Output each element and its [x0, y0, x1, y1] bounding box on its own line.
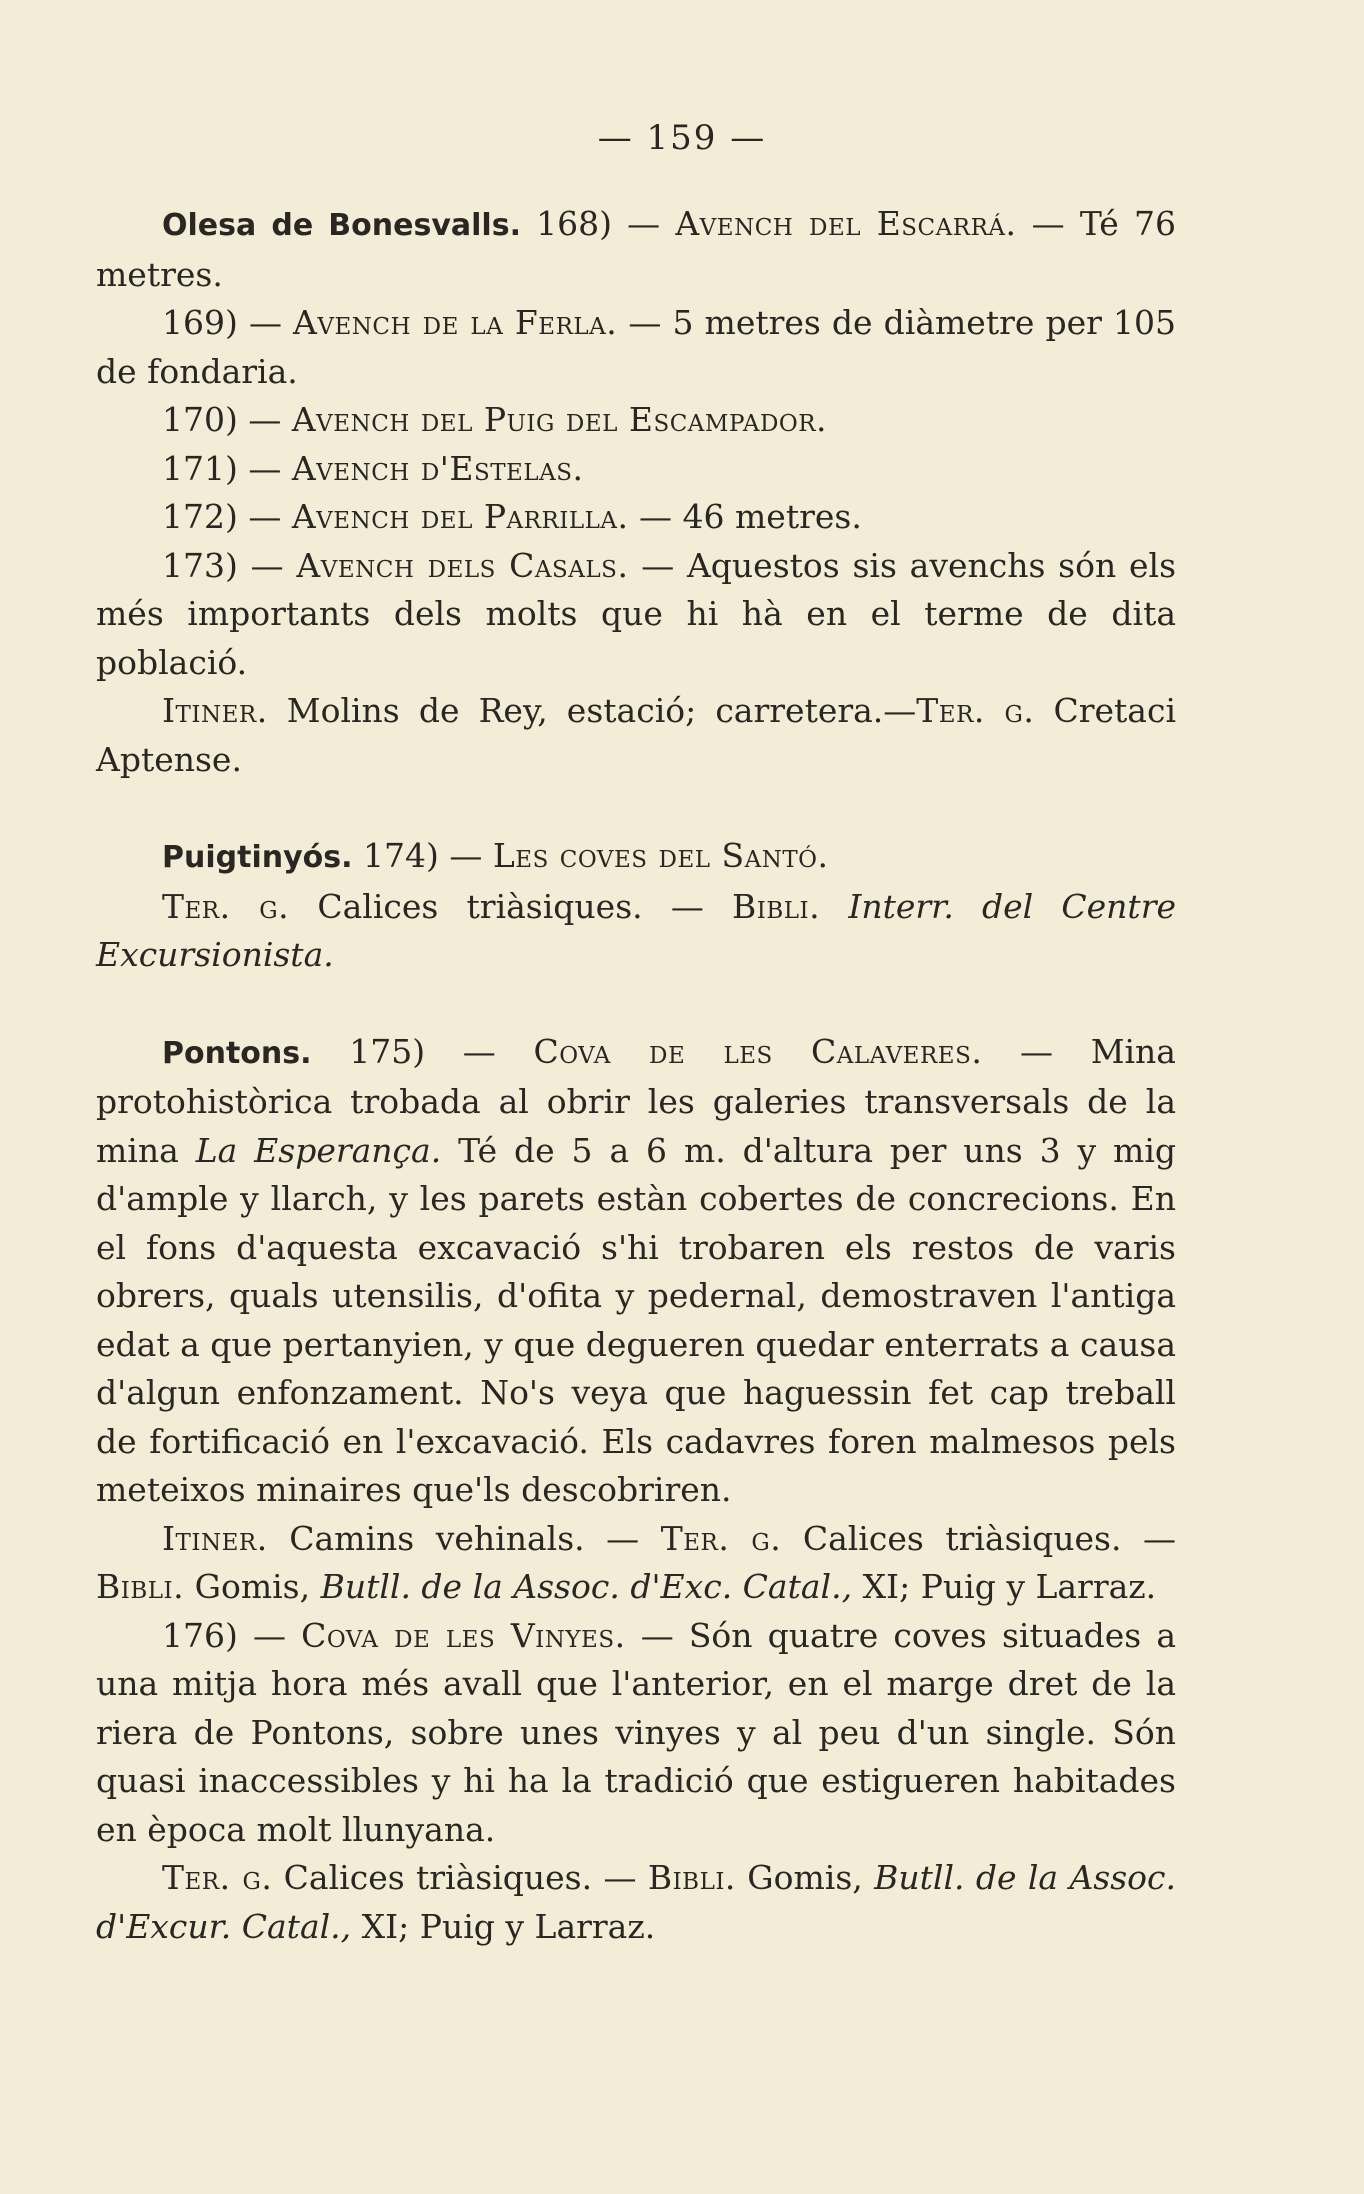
small-caps-text: Ter. g. [162, 886, 290, 926]
paragraph [96, 445, 1176, 494]
small-caps-text: Ter. g. [660, 1518, 782, 1558]
paragraph [96, 542, 1176, 688]
place-heading: Puigtinyós. [162, 840, 353, 875]
paragraph [96, 1612, 1176, 1855]
small-caps-text: Itiner. [162, 691, 268, 730]
body-text: 168) — [520, 204, 676, 243]
small-caps-text: Bibli. [96, 1567, 185, 1606]
italic-text: La Esperança. [195, 1130, 442, 1170]
page-text [96, 200, 1176, 1951]
small-caps-text: Avench d'Estelas. [291, 448, 584, 488]
body-text: 174) — [352, 836, 493, 875]
body-text: — Són quatre coves situades a una mitja hora més avall que l'anterior, en el marge dret de la riera de Pontons, sobre unes vinyes y al peu d'un single. Són quasi inaccessibles y hi ha la tradició que estigueren habitades en època molt llunyana. [96, 1615, 1177, 1849]
small-caps-text: Ter. g. [916, 691, 1035, 730]
paragraph [96, 200, 1176, 299]
place-heading: Pontons. [162, 1035, 312, 1071]
paragraph [96, 883, 1176, 980]
small-caps-text: Avench del Parrilla. [291, 497, 629, 536]
body-text: — Té 76 metres. [96, 204, 1176, 294]
body-text: Calices triàsiques. — [781, 1518, 1176, 1558]
small-caps-text: Avench del Escarrá. [675, 204, 1017, 243]
page-number: — 159 — [597, 118, 767, 158]
body-text: — 46 metres. [628, 497, 862, 536]
body-text: 176) — [162, 1615, 302, 1655]
body-text: — Aquestos sis avenchs són els més importants dels molts que hi hà en el terme de dita població. [96, 545, 1177, 682]
paragraph [96, 832, 1176, 883]
section-gap [96, 980, 1176, 1028]
small-caps-text: Les coves del Santó. [492, 836, 829, 875]
small-caps-text: Cova de les Calaveres. [533, 1031, 983, 1071]
paragraph [96, 1028, 1176, 1515]
paragraph [96, 1854, 1176, 1951]
small-caps-text: Itiner. [162, 1518, 268, 1558]
paragraph [96, 1515, 1176, 1612]
body-text: 169) — [162, 303, 294, 342]
body-text: 171) — [162, 448, 292, 488]
body-text [820, 887, 848, 926]
body-text: XI; Puig y Larraz. [351, 1906, 656, 1946]
body-text: 170) — [162, 400, 292, 439]
body-text: Gomis, [184, 1567, 321, 1606]
body-text: 175) — [311, 1031, 534, 1071]
place-heading: Olesa de Bonesvalls. [162, 208, 521, 243]
body-text: XI; Puig y Larraz. [852, 1567, 1157, 1606]
italic-text: Butll. de la Assoc. d'Excur. Catal., [96, 1858, 1176, 1946]
body-text: Calices triàsiques. — [289, 886, 733, 926]
italic-text: Interr. del Centre Excursionista. [96, 886, 1176, 974]
body-text: 173) — [162, 545, 297, 585]
body-text: — Mina protohistòrica trobada al obrir les galeries transversals de la mina [96, 1031, 1176, 1170]
body-text: Cretaci Aptense. [96, 691, 1176, 779]
small-caps-text: Ter. g. [162, 1858, 273, 1897]
paragraph [96, 493, 1176, 542]
section-gap [96, 784, 1176, 832]
small-caps-text: Cova de les Vinyes. [301, 1615, 626, 1655]
small-caps-text: Avench de la Ferla. [293, 303, 618, 342]
paragraph [96, 299, 1176, 396]
body-text: Calices triàsiques. — [272, 1858, 648, 1897]
paragraph [96, 687, 1176, 784]
small-caps-text: Bibli. [732, 886, 821, 926]
body-text: Molins de Rey, estació; carretera.— [267, 691, 917, 730]
body-text: Té de 5 a 6 m. d'altura per uns 3 y mig d'ample y llarch, y les parets estàn cobertes de concrecions. En el fons d'aquesta excavació s'hi trobaren els restos de varis obrers, quals utensilis, d'ofita y pedernal, demostraven l'antiga edat a que pertanyien, y que degueren quedar enterrats a causa d'algun enfonzament. No's veya que haguessin fet cap treball de fortificació en l'excavació. Els cadavres foren malmesos pels meteixos minaires que'ls descobriren. [96, 1130, 1177, 1509]
body-text: 172) — [162, 497, 292, 536]
body-text: — 5 metres de diàmetre per 105 de fondaria. [96, 303, 1176, 391]
italic-text: Butll. de la Assoc. d'Exc. Catal., [320, 1567, 853, 1606]
body-text: Camins vehinals. — [267, 1518, 661, 1558]
small-caps-text: Bibli. [647, 1858, 736, 1897]
small-caps-text: Avench dels Casals. [296, 545, 629, 585]
small-caps-text: Avench del Puig del Escampador. [291, 400, 828, 439]
body-text: Gomis, [735, 1858, 875, 1897]
paragraph [96, 396, 1176, 445]
